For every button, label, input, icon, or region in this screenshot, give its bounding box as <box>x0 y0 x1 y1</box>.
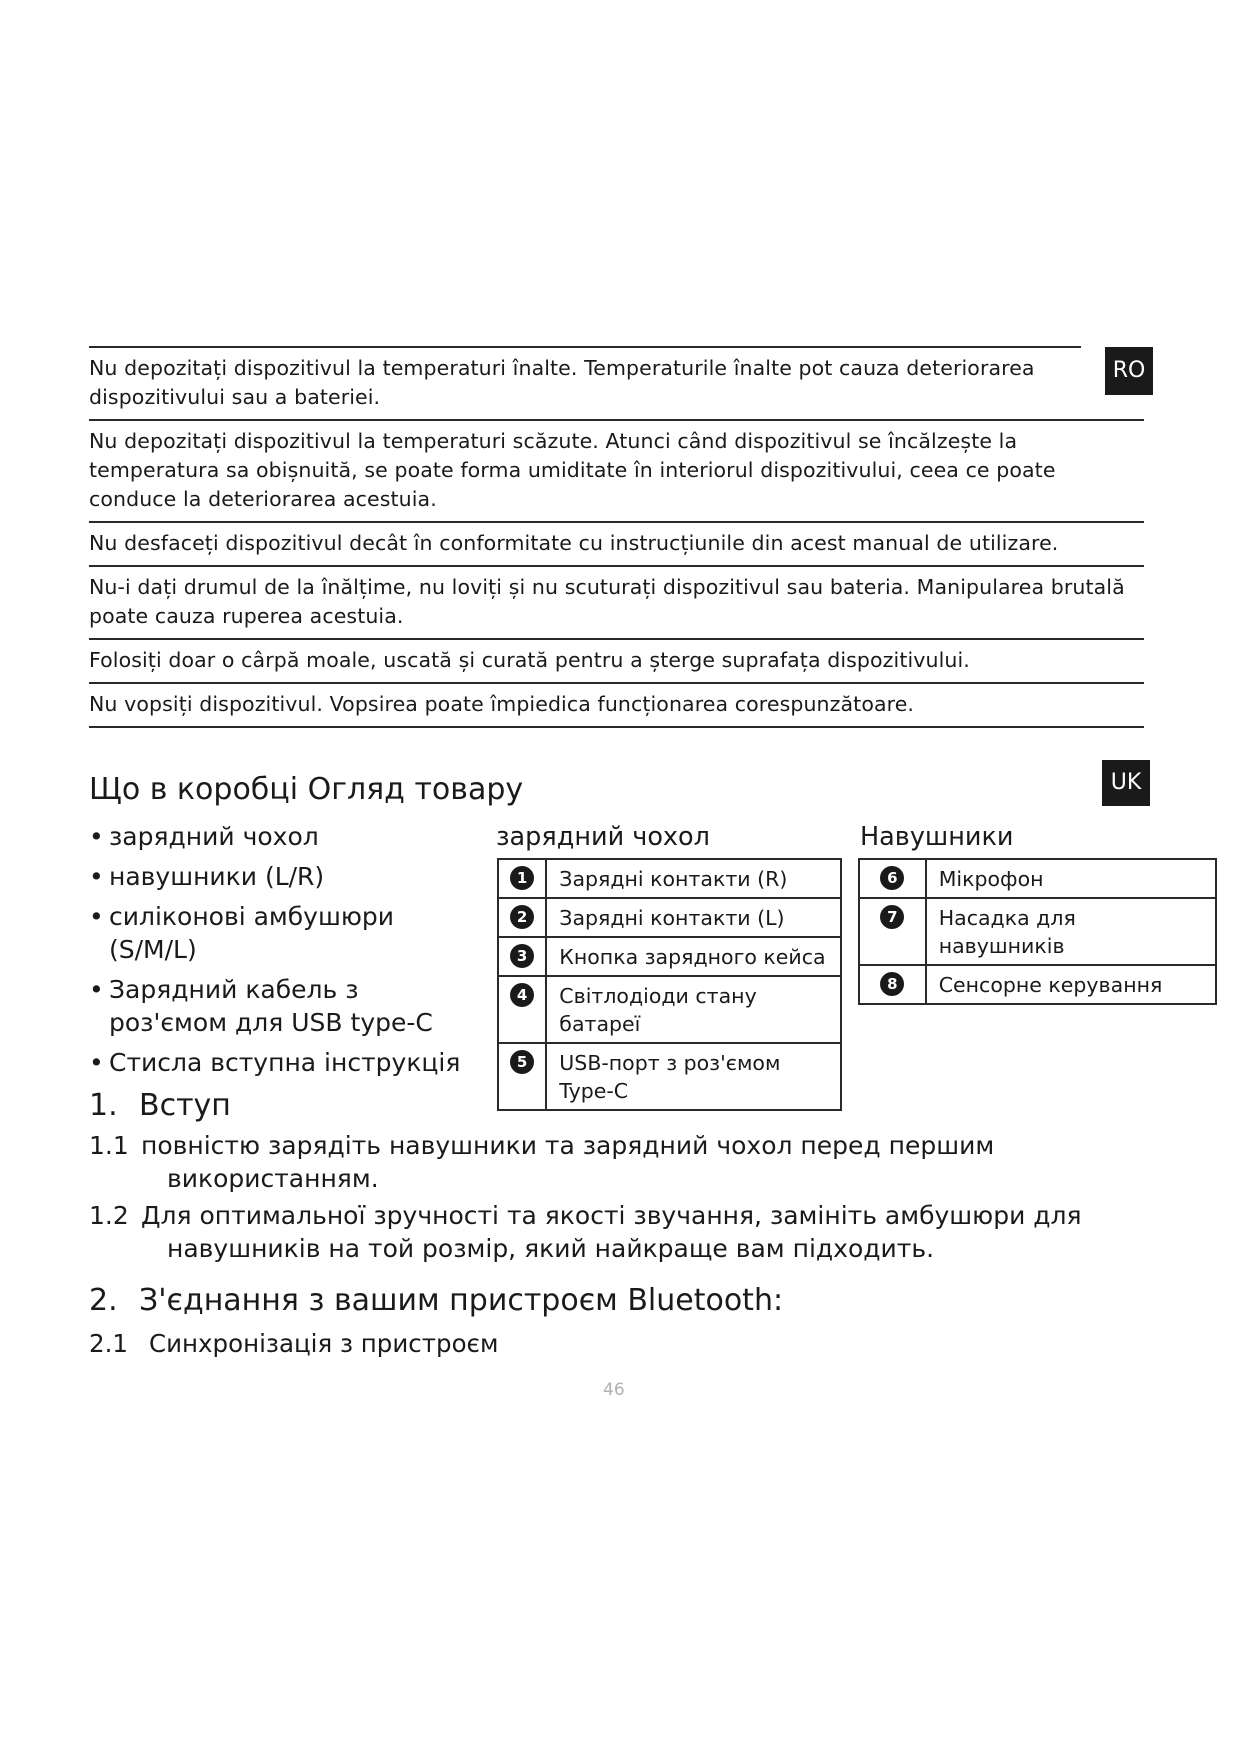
ro-safety-warnings <box>89 346 1144 728</box>
table-row <box>859 859 1216 898</box>
numbered-paragraph <box>89 1129 1089 1195</box>
number-badge: 5 <box>510 1050 534 1074</box>
part-label: Зарядні контакти (R) <box>546 859 841 898</box>
part-label: USB-порт з роз'ємом Type-C <box>546 1043 841 1110</box>
numbered-paragraph <box>89 1199 1089 1265</box>
table-row <box>498 859 841 898</box>
part-label: Сенсорне керування <box>926 965 1216 1004</box>
subsection-text: Синхронізація з пристроєм <box>149 1329 499 1358</box>
number-badge: 7 <box>880 905 904 929</box>
part-label: Насадка для навушників <box>926 898 1216 965</box>
number-badge: 3 <box>510 944 534 968</box>
section-heading-bluetooth <box>89 1283 783 1318</box>
warning-item: Nu desfaceți dispozitivul decât în conformitate cu instrucțiunile din acest manual de utilizare. <box>89 531 1059 555</box>
box-contents-list <box>89 820 489 1086</box>
warning-item: Folosiți doar o cârpă moale, uscată și curată pentru a șterge suprafața dispozitivului. <box>89 648 970 672</box>
paragraph-text-continued: використанням. <box>167 1164 379 1193</box>
table-row <box>498 1043 841 1110</box>
list-item: • зарядний чохол <box>89 820 489 853</box>
table-row <box>498 937 841 976</box>
section-heading-text: З'єднання з вашим пристроєм Bluetooth: <box>139 1283 784 1318</box>
part-label: Зарядні контакти (L) <box>546 898 841 937</box>
number-badge: 1 <box>510 866 534 890</box>
paragraph-number: 1.2 <box>89 1201 129 1230</box>
warning-item: Nu vopsiți dispozitivul. Vopsirea poate împiedica funcționarea corespunzătoare. <box>89 692 915 716</box>
list-item: • навушники (L/R) <box>89 860 489 893</box>
warning-item: Nu depozitați dispozitivul la temperaturi înalte. Temperaturile înalte pot cauza deteriorarea dispozitivului sau a bateriei. <box>89 356 1035 409</box>
language-badge-uk: UK <box>1102 760 1150 806</box>
table-row <box>498 898 841 937</box>
divider <box>89 726 1144 728</box>
warning-item: Nu-i dați drumul de la înălțime, nu loviți și nu scuturați dispozitivul sau bateria. Manipularea brutală poate cauza ruperea acestuia. <box>89 575 1125 628</box>
number-badge: 4 <box>510 983 534 1007</box>
table-row <box>859 965 1216 1004</box>
number-badge: 8 <box>880 972 904 996</box>
earbuds-parts-table <box>858 858 1217 1005</box>
list-item: • Стисла вступна інструкція <box>89 1046 489 1079</box>
subsection-heading <box>89 1327 498 1360</box>
number-badge: 2 <box>510 905 534 929</box>
list-item: • Зарядний кабель з роз'ємом для USB type-C <box>89 973 439 1039</box>
section-heading-text: Вступ <box>139 1088 231 1123</box>
language-badge-ro: RO <box>1105 347 1153 395</box>
section-number: 2. <box>89 1283 118 1318</box>
warning-item: Nu depozitați dispozitivul la temperaturi scăzute. Atunci când dispozitivul se încălzește la temperatura sa obișnuită, se poate forma umiditate în interiorul dispozitivului, ceea ce poate conduce la deteriorarea acestuia. <box>89 429 1056 511</box>
earbuds-parts-title: Навушники <box>860 822 1014 852</box>
paragraph-text: повністю зарядіть навушники та зарядний чохол перед першим <box>141 1131 995 1160</box>
list-item: • силіконові амбушюри (S/M/L) <box>89 900 489 966</box>
section-title: Що в коробці Огляд товару <box>89 772 524 807</box>
case-parts-title: зарядний чохол <box>496 822 710 852</box>
number-badge: 6 <box>880 866 904 890</box>
case-parts-table <box>497 858 842 1111</box>
paragraph-number: 1.1 <box>89 1131 129 1160</box>
part-label: Мікрофон <box>926 859 1216 898</box>
paragraph-text-continued: навушників на той розмір, який найкраще вам підходить. <box>167 1234 935 1263</box>
subsection-number: 2.1 <box>89 1329 128 1358</box>
table-row <box>859 898 1216 965</box>
part-label: Кнопка зарядного кейса <box>546 937 841 976</box>
part-label: Світлодіоди стану батареї <box>546 976 841 1043</box>
section-number: 1. <box>89 1088 118 1123</box>
page-number: 46 <box>603 1380 625 1400</box>
table-row <box>498 976 841 1043</box>
paragraph-text: Для оптимальної зручності та якості звучання, замініть амбушюри для <box>141 1201 1082 1230</box>
section-heading-intro <box>89 1088 231 1123</box>
